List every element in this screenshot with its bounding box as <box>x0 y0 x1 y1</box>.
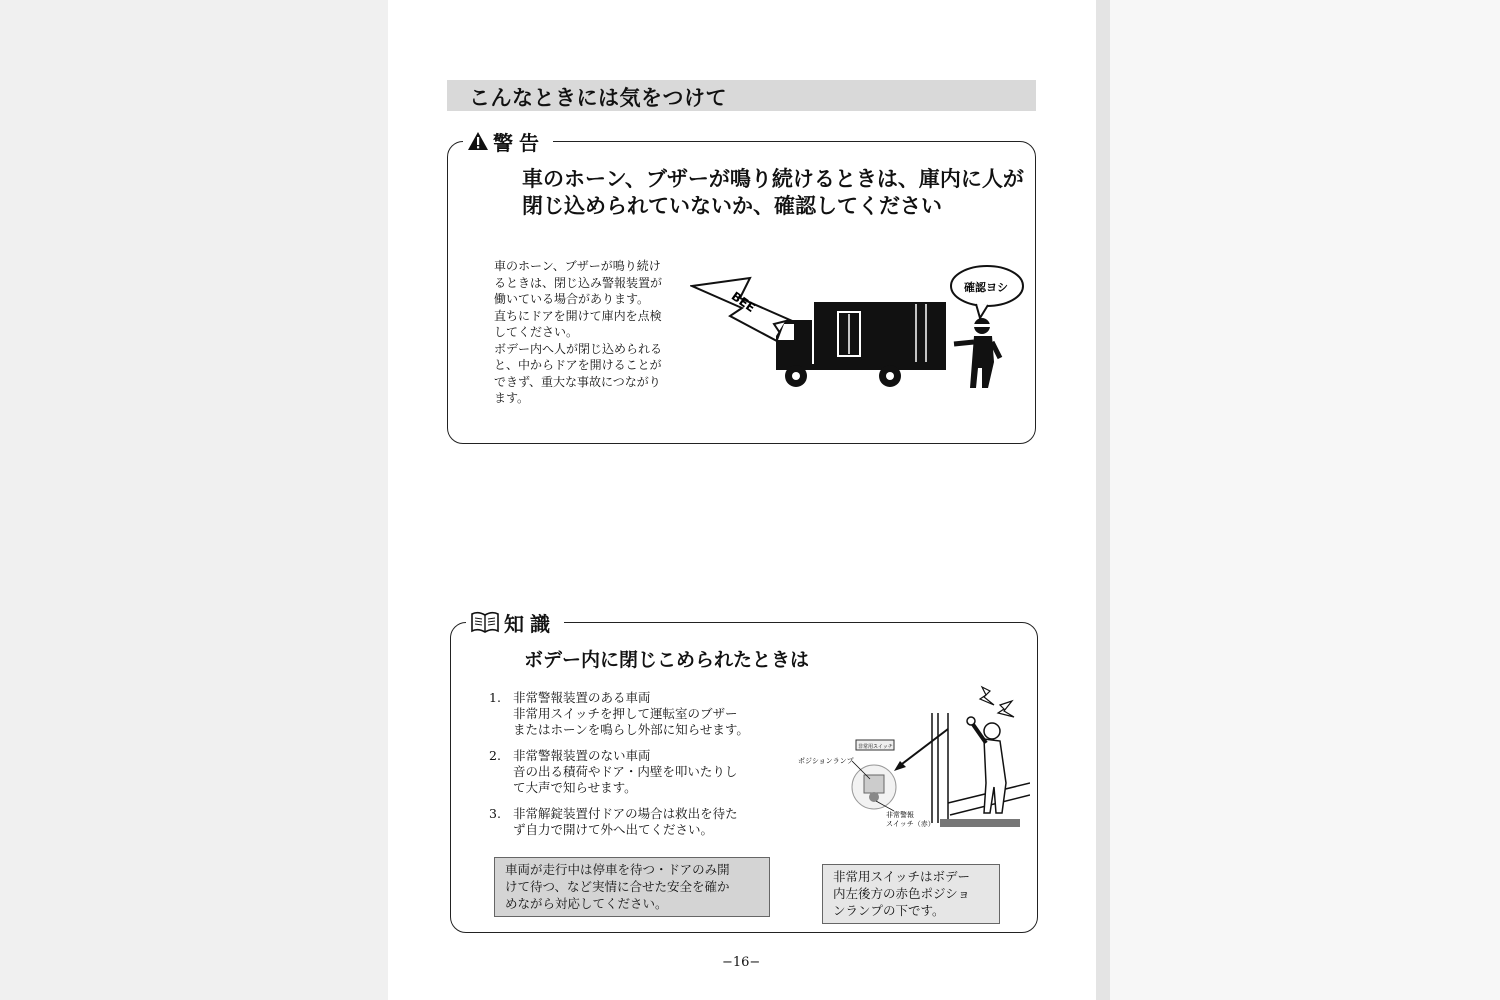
warning-triangle-icon <box>467 131 489 151</box>
item-line: て大声で知らせます。 <box>513 780 637 795</box>
item-number: 1. <box>489 690 501 705</box>
list-item <box>489 690 789 738</box>
speech-bubble-text: 確認ヨシ <box>964 281 1008 294</box>
sound-bolt-icon <box>692 278 790 348</box>
body-line: 車のホーン、ブザーが鳴り続け <box>494 259 661 273</box>
knowledge-headline: ボデー内に閉じこめられたときは <box>524 649 810 671</box>
body-line: 直ちにドアを開けて庫内を点検 <box>494 308 662 323</box>
body-line: ます。 <box>494 391 530 405</box>
sound-text: BEE <box>728 288 758 316</box>
safety-note <box>494 857 770 917</box>
body-line: してください。 <box>494 325 579 339</box>
body-line: できず、重大な事故につながり <box>494 374 661 389</box>
list-item <box>489 748 789 796</box>
item-line: 非常用スイッチを押して運転室のブザー <box>513 706 738 721</box>
sign-label: 非常用スイッチ <box>858 744 893 750</box>
note-line: けて待つ、など実情に合せた安全を確か <box>505 879 730 894</box>
note-line: ンランプの下です。 <box>833 903 945 918</box>
warning-headline-line: 閉じ込められていないか、確認してください <box>522 194 942 219</box>
book-icon <box>470 611 500 633</box>
page-gutter <box>1096 0 1110 1000</box>
blank-area <box>1110 0 1500 1000</box>
switch-label: スイッチ（赤） <box>886 820 935 828</box>
body-line: ボデー内へ人が閉じ込められる <box>494 341 663 356</box>
knowledge-label <box>466 608 564 636</box>
item-title: 非常警報装置のない車両 <box>513 748 651 763</box>
emergency-switch-illustration <box>790 683 1030 843</box>
item-line: 音の出る積荷やドア・内壁を叩いたりし <box>513 764 738 779</box>
warning-label <box>463 127 553 155</box>
item-number: 2. <box>489 748 501 763</box>
note-line: 内左後方の赤色ポジショ <box>833 886 970 901</box>
item-title: 非常警報装置のある車両 <box>513 690 651 705</box>
item-line: ず自力で開けて外へ出てください。 <box>513 822 714 837</box>
list-item <box>489 806 789 838</box>
note-line: 非常用スイッチはボデー <box>833 869 971 884</box>
note-line: 車両が走行中は停車を待つ・ドアのみ開 <box>505 862 730 877</box>
switch-label: 非常警報 <box>886 811 914 819</box>
page-number: −16− <box>722 955 761 970</box>
body-line: 働いている場合があります。 <box>494 292 650 306</box>
warning-label-text: 警告 <box>493 130 545 155</box>
warning-body <box>494 258 694 407</box>
position-lamp-label: ポジションランプ <box>798 757 854 765</box>
instruction-list <box>489 690 789 848</box>
warning-headline <box>522 166 1032 221</box>
body-line: と、中からドアを開けることが <box>494 358 662 372</box>
item-title: 非常解錠装置付ドアの場合は救出を待た <box>513 806 738 821</box>
item-number: 3. <box>489 806 501 821</box>
section-title: こんなときには気をつけて <box>469 86 727 110</box>
truck-illustration <box>690 258 1030 398</box>
section-header <box>447 80 1036 111</box>
knowledge-label-text: 知識 <box>504 611 556 636</box>
warning-headline-line: 車のホーン、ブザーが鳴り続けるときは、庫内に人が <box>522 167 1024 191</box>
note-line: めながら対応してください。 <box>505 896 668 911</box>
item-line: またはホーンを鳴らし外部に知らせます。 <box>513 722 749 737</box>
body-line: るときは、閉じ込み警報装置が <box>494 275 663 290</box>
switch-location-note <box>822 864 1000 924</box>
